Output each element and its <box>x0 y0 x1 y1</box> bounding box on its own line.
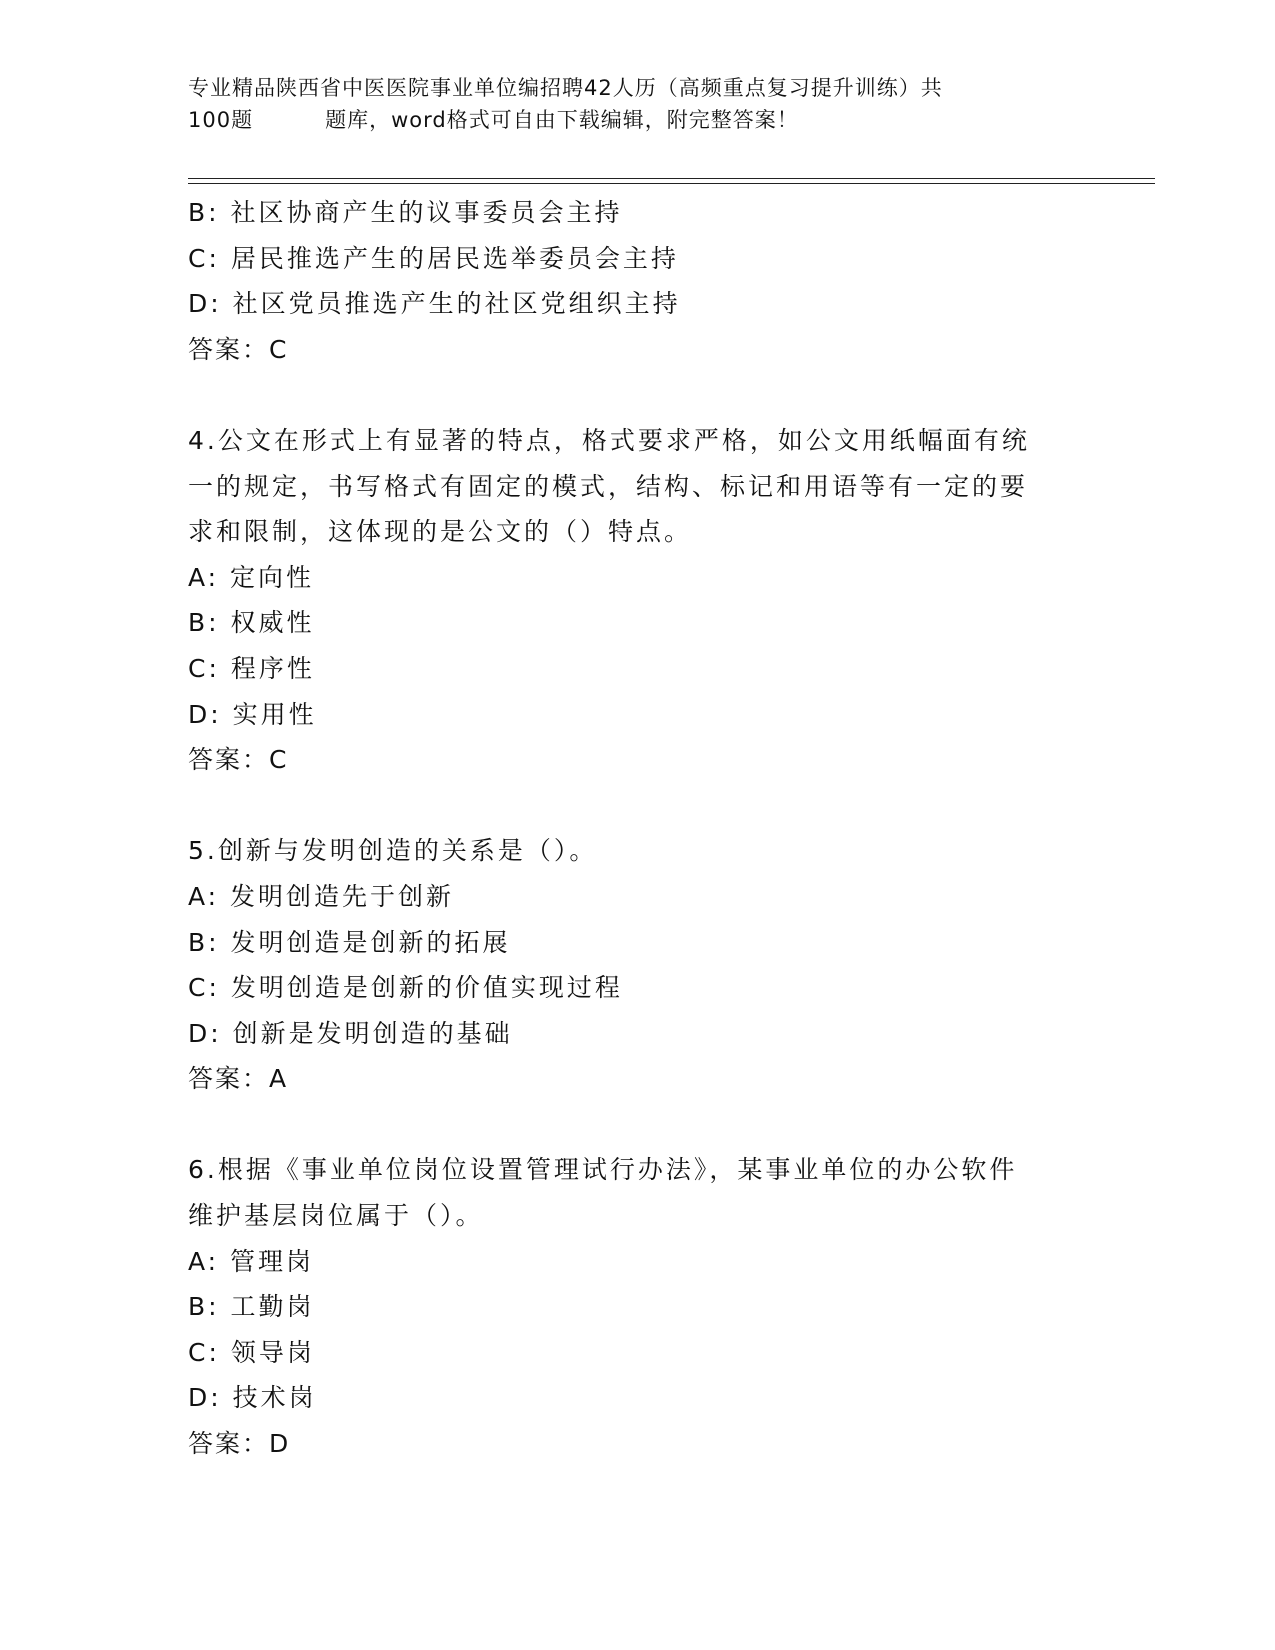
option-d: D: 实用性 <box>188 699 317 729</box>
header-description: 题库，word格式可自由下载编辑，附完整答案！ <box>325 108 799 132</box>
header-title-line2 <box>188 104 1068 136</box>
question-stem-line: 6.根据《事业单位岗位设置管理试行办法》，某事业单位的办公软件 <box>188 1155 1018 1185</box>
question-stem-line: 维护基层岗位属于（）。 <box>188 1201 484 1231</box>
option-c: C: 领导岗 <box>188 1337 315 1367</box>
question-stem-line: 一的规定，书写格式有固定的模式，结构、标记和用语等有一定的要 <box>188 471 1029 501</box>
option-c: C: 发明创造是创新的价值实现过程 <box>188 973 623 1003</box>
header-title-line1: 专业精品陕西省中医医院事业单位编招聘42人历（高频重点复习提升训练）共 <box>188 76 943 100</box>
answer: 答案：C <box>188 334 289 364</box>
header-question-count: 100题 <box>188 108 254 132</box>
option-b: B: 权威性 <box>188 608 315 638</box>
answer: 答案：D <box>188 1429 291 1459</box>
answer: 答案：A <box>188 1064 289 1094</box>
question-3-tail <box>188 190 1088 372</box>
header-rule-top <box>188 178 1155 179</box>
question-stem-line: 5.创新与发明创造的关系是（）。 <box>188 836 598 866</box>
option-d: D: 创新是发明创造的基础 <box>188 1018 513 1048</box>
option-a: A: 定向性 <box>188 562 315 592</box>
question-5 <box>188 828 1088 1102</box>
option-a: A: 发明创造先于创新 <box>188 881 455 911</box>
option-a: A: 管理岗 <box>188 1246 315 1276</box>
option-b: B: 发明创造是创新的拓展 <box>188 927 511 957</box>
document-header <box>188 72 1068 136</box>
option-d: D: 社区党员推选产生的社区党组织主持 <box>188 289 681 319</box>
question-content <box>188 190 1088 1467</box>
option-b: B: 社区协商产生的议事委员会主持 <box>188 198 623 227</box>
option-c: C: 程序性 <box>188 653 315 683</box>
option-b: B: 工勤岗 <box>188 1292 315 1322</box>
header-rule-bottom <box>188 183 1155 184</box>
question-6 <box>188 1147 1088 1466</box>
question-4 <box>188 418 1088 783</box>
option-d: D: 技术岗 <box>188 1383 317 1413</box>
option-c: C: 居民推选产生的居民选举委员会主持 <box>188 243 679 273</box>
question-stem-line: 4.公文在形式上有显著的特点，格式要求严格，如公文用纸幅面有统 <box>188 425 1030 455</box>
answer: 答案：C <box>188 745 289 775</box>
question-stem-line: 求和限制，这体现的是公文的（）特点。 <box>188 517 693 547</box>
